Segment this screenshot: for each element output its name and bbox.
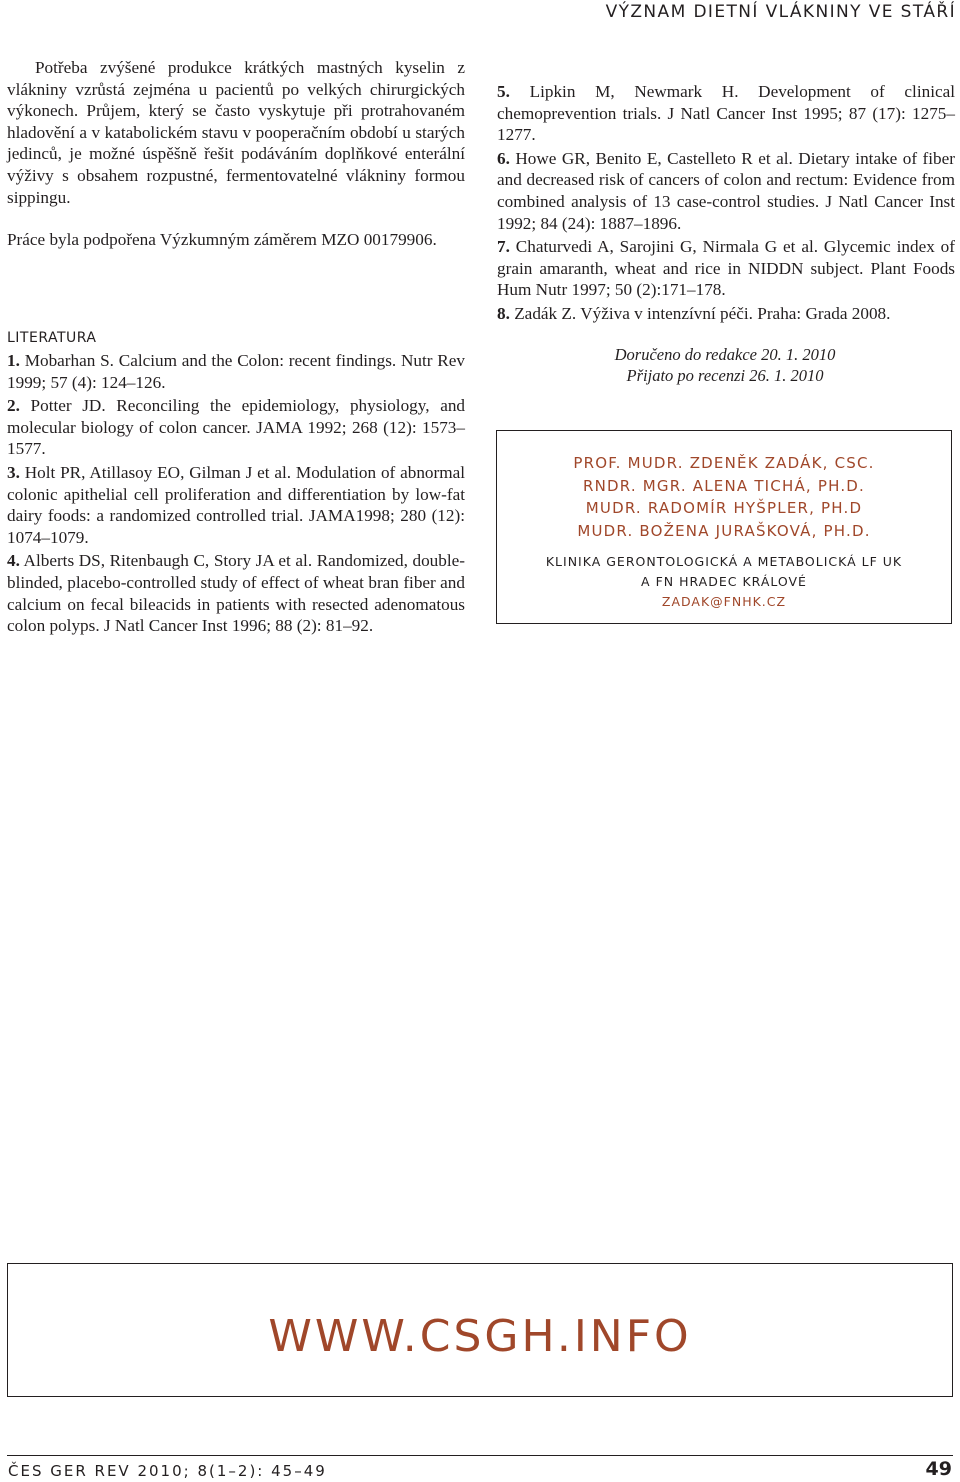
author-box [496,430,952,624]
reference-text: Howe GR, Benito E, Castelleto R et al. Dietary intake of fiber and decreased risk of cancers of colon and rectum: Evidence from combined analysis of 13 case-control studies. J Natl Cancer Inst 1992; 84 (24): 1887–1896. [497,148,956,233]
website-ad-box [7,1263,953,1397]
accepted-date: Přijato po recenzi 26. 1. 2010 [626,366,824,385]
author-name: MUDR. RADOMÍR HYŠPLER, PH.D [585,499,863,517]
affiliation-line: KLINIKA GERONTOLOGICKÁ A METABOLICKÁ LF UK [545,554,903,569]
reference-item [497,236,955,301]
reference-number: 4. [7,551,20,571]
affiliation-line: A FN HRADEC KRÁLOVÉ [641,574,807,589]
reference-number: 2. [7,396,20,416]
reference-list-left [7,350,465,637]
reference-item [7,350,465,393]
reference-item [7,550,465,636]
footer-divider [7,1455,953,1456]
affiliation [497,552,951,592]
journal-citation: ČES GER REV 2010; 8(1–2): 45–49 [8,1462,327,1480]
reference-text: Alberts DS, Ritenbaugh C, Story JA et al. Randomized, double-blinded, placebo-controlled study of effect of wheat bran fiber and calcium on fecal bileacids in patients with resected adenomatous colon polyps. J Natl Cancer Inst 1996; 88 (2): 81–92. [7,551,465,636]
reference-item [497,148,955,234]
reference-list-right [497,81,955,325]
reference-number: 3. [7,462,20,482]
support-note: Práce byla podpořena Výzkumným záměrem MZO 00179906. [7,230,437,250]
reference-text: Chaturvedi A, Sarojini G, Nirmala G et al. Glycemic index of grain amaranth, wheat and rice in NIDDN subject. Plant Foods Hum Nutr 1997; 50 (2):171–178. [497,237,955,300]
reference-item [497,81,955,146]
intro-paragraph: Potřeba zvýšené produkce krátkých mastných kyselin z vlákniny vzrůstá zejména u pacientů po velkých chirurgických výkonech. Průjem, který se často vyskytuje při protrahovaném hladovění a v katabolickém stavu v pooperačním období u starých jedinců, je možné úspěšně řešit podáváním doplňkové enterální výživy s obsahem rozpustné, fermentovatelné vlákniny formou sippingu. [7,58,465,207]
reference-number: 8. [497,303,510,323]
author-name: PROF. MUDR. ZDENĚK ZADÁK, CSC. [573,454,875,472]
reference-text: Potter JD. Reconciling the epidemiology, physiology, and molecular biology of colon cancer. JAMA 1992; 268 (12): 1573–1577. [7,396,466,459]
submission-dates [600,344,850,386]
reference-item [497,303,955,325]
reference-text: Mobarhan S. Calcium and the Colon: recent findings. Nutr Rev 1999; 57 (4): 124–126. [7,351,465,392]
received-date: Doručeno do redakce 20. 1. 2010 [614,345,836,364]
literature-column-right [497,81,955,327]
body-text-column [7,57,465,251]
page-number: 49 [925,1458,952,1480]
author-list [497,452,951,542]
reference-item [7,462,465,548]
reference-text: Holt PR, Atillasoy EO, Gilman J et al. Modulation of abnormal colonic apithelial cell proliferation and differentiation by low-fat dairy foods: a randomized controlled trial. JAMA1998; 280 (12): 1074–1079. [7,462,466,547]
reference-number: 6. [497,148,510,168]
reference-text: Lipkin M, Newmark H. Development of clinical chemoprevention trials. J Natl Cancer Inst 1995; 87 (17): 1275–1277. [497,82,956,145]
literature-column-left [7,330,465,639]
reference-item [7,395,465,460]
reference-number: 5. [497,82,510,101]
website-url-link[interactable]: WWW.CSGH.INFO [268,1310,692,1362]
reference-text: Zadák Z. Výživa v intenzívní péči. Praha: Grada 2008. [514,303,891,323]
author-email-link[interactable]: ZADAK@FNHK.CZ [661,594,787,609]
reference-number: 1. [7,351,20,370]
running-title: VÝZNAM DIETNÍ VLÁKNINY VE STÁŘÍ [605,2,956,22]
author-name: MUDR. BOŽENA JURAŠKOVÁ, PH.D. [577,521,871,540]
author-name: RNDR. MGR. ALENA TICHÁ, PH.D. [582,476,866,495]
reference-number: 7. [497,237,510,257]
literature-heading: LITERATURA [7,330,97,346]
